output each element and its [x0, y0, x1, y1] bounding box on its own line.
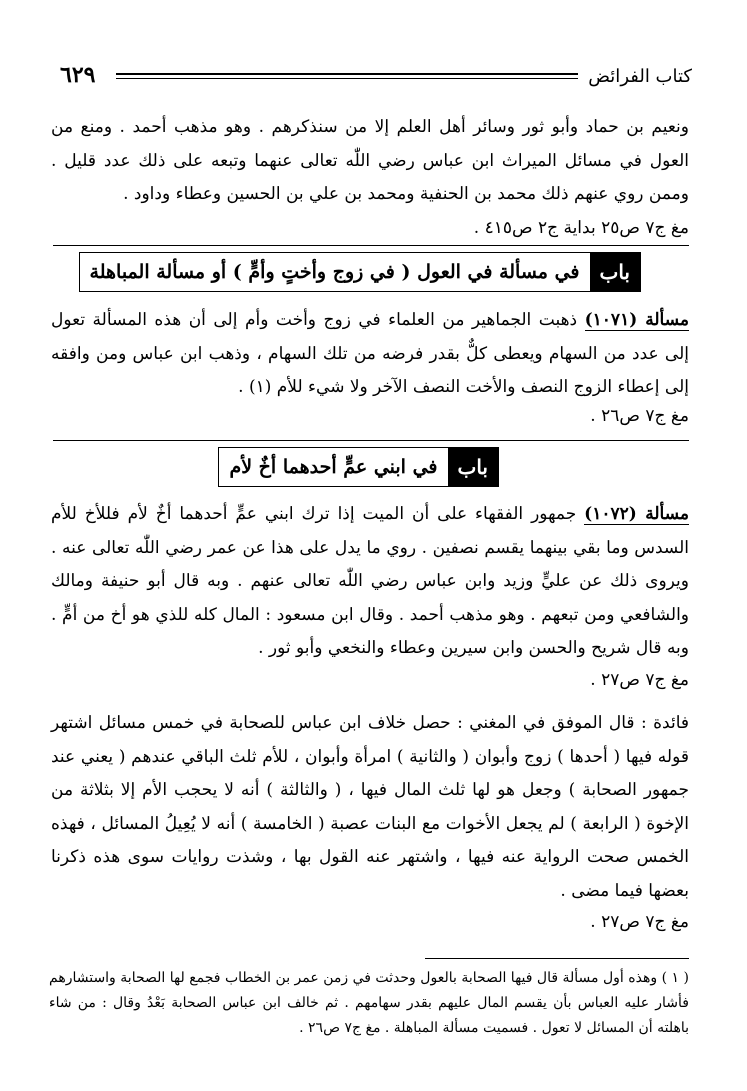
- page-number: ٦٢٩: [60, 62, 96, 88]
- intro-reference: مغ ج٧ ص٢٥ بداية ج٢ ص٤١٥ .: [473, 218, 689, 238]
- benefit-reference: مغ ج٧ ص٢٧ .: [590, 912, 689, 932]
- issue-text: جمهور الفقهاء على أن الميت إذا ترك ابني عمٍّ أحدهما أخٌ لأم فللأخ للأم السدس وما بقي بينهما يقسم نصفين . روي ما يدل على هذا عن عمر رضي اللّٰه تعالى عنه . ويروى ذلك عن عليٍّ وزيد وابن عباس رضي اللّٰه تعالى عنهم . وبه قال أبو حنيفة ومالك والشافعي ومن تبعهم . وهو مذهب أحمد . وقال ابن مسعود : المال كله للذي هو أخ من أمٍّ . وبه قال شريح والحسن وابن سيرين وعطاء والنخعي وأبو ثور .: [51, 504, 689, 658]
- book-title: كتاب الفرائض: [588, 66, 692, 87]
- chapter-badge: باب: [590, 253, 641, 291]
- footnote-separator: [425, 958, 689, 959]
- issue-1071-reference: مغ ج٧ ص٢٦ .: [590, 406, 689, 426]
- intro-text: ونعيم بن حماد وأبو ثور وسائر أهل العلم إلا من سنذكرهم . وهو مذهب أحمد . ومنع من العول في مسائل الميراث ابن عباس رضي اللّٰه تعالى عنهما وتبعه على ذلك عدد قليل . وممن روي عنهم ذلك محمد بن الحنفية ومحمد بن علي بن الحسين وعطاء وداود .: [51, 117, 689, 204]
- chapter-box: [218, 447, 499, 487]
- chapter-heading-1: [53, 245, 689, 301]
- chapter-badge: باب: [448, 448, 499, 486]
- intro-paragraph: [51, 111, 689, 212]
- chapter-rule: [53, 440, 689, 441]
- issue-1071-paragraph: [51, 304, 689, 405]
- issue-label: مسألة (١٠٧١): [584, 310, 689, 330]
- issue-1072-reference: مغ ج٧ ص٢٧ .: [590, 670, 689, 690]
- header-rule: [116, 73, 578, 79]
- issue-text: ذهبت الجماهير من العلماء في زوج وأخت وأم إلى أن هذه المسألة تعول إلى عدد من السهام ويعطى كلٌّ بقدر فرضه من تلك السهام ، وذهب ابن عباس ومن وافقه إلى إعطاء الزوج النصف والأخت النصف الآخر ولا شيء للأم (١) .: [51, 310, 689, 397]
- benefit-paragraph: [51, 707, 689, 908]
- footnote-text: ( ١ ) وهذه أول مسألة قال فيها الصحابة بالعول وحدثت في زمن عمر بن الخطاب فجمع لها الصحابة واستشارهم فأشار عليه العباس بأن يقسم المال عليهم بقدر سهامهم . ثم خالف ابن عباس الصحابة بَعْدُ وقال : من شاء باهلته أن المسائل لا تعول . فسميت مسألة المباهلة . مغ ج٧ ص٢٦ .: [49, 970, 689, 1036]
- chapter-rule: [53, 245, 689, 246]
- issue-1072-paragraph: [51, 498, 689, 666]
- footnote: [49, 966, 689, 1041]
- page-header: [60, 62, 692, 92]
- benefit-text: فائدة : قال الموفق في المغني : حصل خلاف ابن عباس للصحابة في خمس مسائل اشتهر قوله فيها ( أحدها ) زوج وأبوان ( والثانية ) امرأة وأبوان ، للأم ثلث الباقي عندهم ( يعني عند جمهور الصحابة ) وجعل هو لها ثلث المال فيها ، ( والثالثة ) أنه لا يحجب الأم إلا بثلاثة من الإخوة ( الرابعة ) لم يجعل الأخوات مع البنات عصبة ( الخامسة ) أنه لا يُعِيلُ المسائل ، فهذه الخمس صحت الرواية عنه فيها ، واشتهر عنه القول بها ، وشذت روايات سوى هذه ذكرنا بعضها فيما مضى .: [51, 713, 689, 901]
- chapter-heading-2: [53, 440, 689, 496]
- issue-label: مسألة (١٠٧٢): [584, 504, 689, 524]
- chapter-title: في ابني عمٍّ أحدهما أخٌ لأم: [229, 456, 438, 478]
- chapter-title: في مسألة في العول ( في زوج وأختٍ وأمٍّ ) أو مسألة المباهلة: [89, 261, 580, 283]
- chapter-box: [79, 252, 641, 292]
